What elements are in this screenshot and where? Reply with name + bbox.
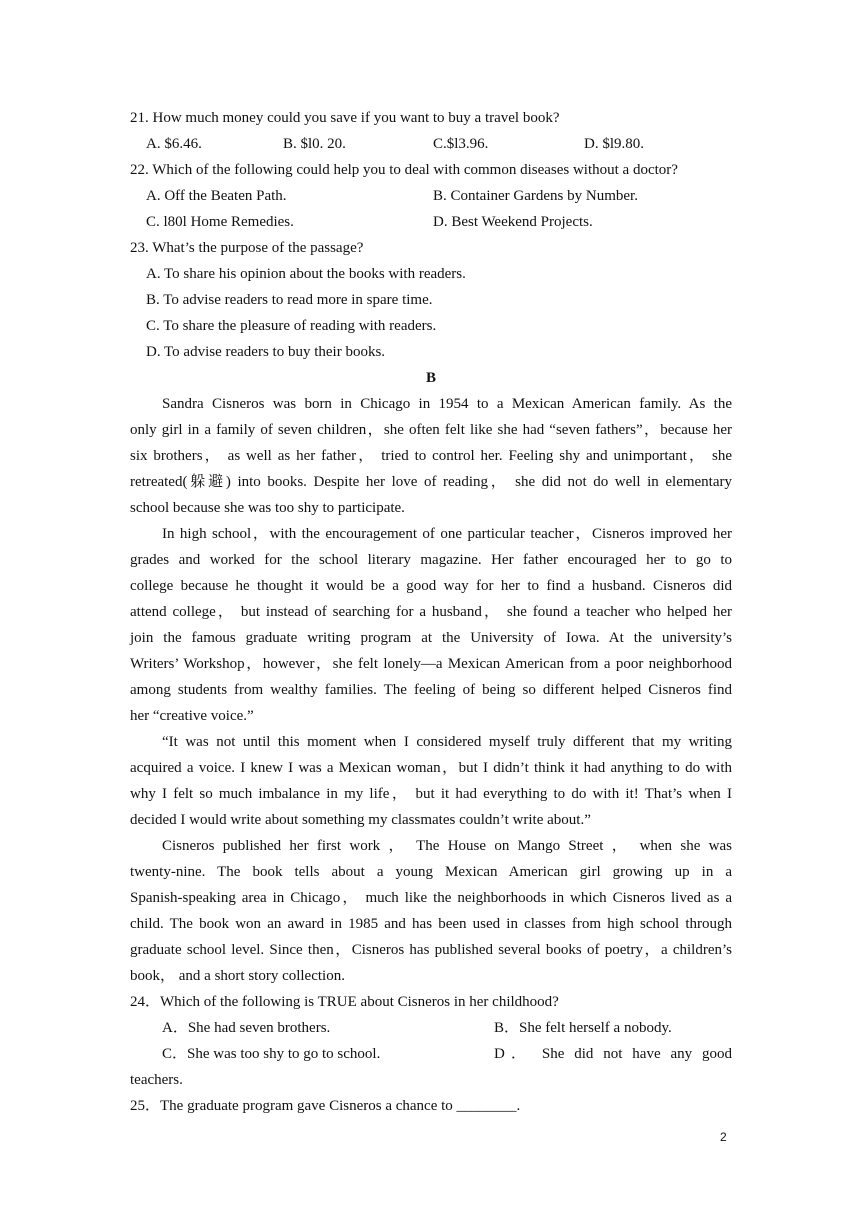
passage-line: decided I would write about something my classmates couldn’t write about.” — [130, 812, 591, 828]
question-24-stem: 24．Which of the following is TRUE about Cisneros in her childhood? — [130, 994, 559, 1010]
passage-line: join the famous graduate writing program at the University of Iowa. At the university’s — [130, 630, 732, 646]
passage-line: Spanish-speaking area in Chicago， much like the neighborhoods in which Cisneros lived as a — [130, 890, 732, 906]
passage-line: why I felt so much imbalance in my life， but it had everything to do with it! That’s when I — [130, 786, 732, 802]
question-21-stem: 21. How much money could you save if you want to buy a travel book? — [130, 110, 560, 126]
q23-option-d: D. To advise readers to buy their books. — [146, 344, 386, 360]
passage-line: school because she was too shy to participate. — [130, 500, 405, 516]
q21-option-d: D. $l9.80. — [584, 136, 644, 152]
q24-option-d: D． She did not have any good — [494, 1046, 732, 1062]
q21-option-b: B. $l0. 20. — [283, 136, 346, 152]
passage-line: her “creative voice.” — [130, 708, 254, 724]
q21-option-a: A. $6.46. — [146, 136, 202, 152]
passage-line: attend college， but instead of searching for a husband， she found a teacher who helped her — [130, 604, 732, 620]
question-25-stem: 25．The graduate program gave Cisneros a chance to ________. — [130, 1098, 521, 1114]
passage-line: college because he thought it would be a good way for her to find a husband. Cisneros did — [130, 578, 732, 594]
q23-option-c: C. To share the pleasure of reading with readers. — [146, 318, 437, 334]
passage-line: In high school，with the encouragement of one particular teacher，Cisneros improved her — [162, 526, 732, 542]
question-22-stem: 22. Which of the following could help you to deal with common diseases without a doctor? — [130, 162, 678, 178]
passage-line: child. The book won an award in 1985 and has been used in classes from high school through — [130, 916, 732, 932]
q22-option-a: A. Off the Beaten Path. — [146, 188, 287, 204]
q24-option-c: C．She was too shy to go to school. — [162, 1046, 381, 1062]
q23-option-b: B. To advise readers to read more in spare time. — [146, 292, 433, 308]
passage-line: retreated(躲避) into books. Despite her love of reading， she did not do well in elementary — [130, 474, 732, 490]
section-heading: B — [425, 370, 436, 386]
passage-line: acquired a voice. I knew I was a Mexican woman，but I didn’t think it had anything to do with — [130, 760, 732, 776]
q24-option-a: A．She had seven brothers. — [162, 1020, 331, 1036]
passage-line: “It was not until this moment when I considered myself truly different that my writing — [162, 734, 732, 750]
passage-line: book， and a short story collection. — [130, 968, 345, 984]
passage-line: among students from wealthy families. The feeling of being so different helped Cisneros find — [130, 682, 732, 698]
q21-option-c: C.$l3.96. — [433, 136, 489, 152]
passage-line: grades and worked for the school literary magazine. Her father encouraged her to go to — [130, 552, 732, 568]
passage-line: Sandra Cisneros was born in Chicago in 1954 to a Mexican American family. As the — [162, 396, 732, 412]
passage-line: only girl in a family of seven children，she often felt like she had “seven fathers”，because her — [130, 422, 732, 438]
passage-line: Cisneros published her first work ， The House on Mango Street ， when she was — [162, 838, 732, 854]
question-23-stem: 23. What’s the purpose of the passage? — [130, 240, 364, 256]
page-number: 2 — [720, 1130, 727, 1144]
passage-line: six brothers， as well as her father， tried to control her. Feeling shy and unimportant， she — [130, 448, 732, 464]
q23-option-a: A. To share his opinion about the books with readers. — [146, 266, 466, 282]
q22-option-c: C. l80l Home Remedies. — [146, 214, 294, 230]
q24-option-d-continued: teachers. — [130, 1072, 183, 1088]
q22-option-d: D. Best Weekend Projects. — [433, 214, 593, 230]
passage-line: twenty-nine. The book tells about a young Mexican American girl growing up in a — [130, 864, 732, 880]
q22-option-b: B. Container Gardens by Number. — [433, 188, 638, 204]
q24-option-b: B．She felt herself a nobody. — [494, 1020, 672, 1036]
passage-line: graduate school level. Since then，Cisneros has published several books of poetry，a children’s — [130, 942, 732, 958]
passage-line: Writers’ Workshop，however，she felt lonely—a Mexican American from a poor neighborhood — [130, 656, 732, 672]
